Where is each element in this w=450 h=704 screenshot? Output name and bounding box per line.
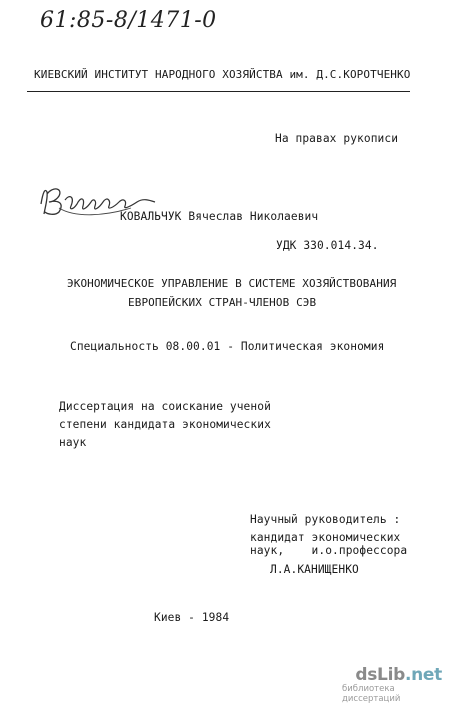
author-name: КОВАЛЬЧУК Вячеслав Николаевич [120,210,319,223]
title-line-2: ЕВРОПЕЙСКИХ СТРАН-ЧЛЕНОВ СЭВ [128,296,317,309]
dissertation-line-2: степени кандидата экономических [59,418,271,431]
place-year: Киев - 1984 [154,611,230,624]
specialty: Специальность 08.00.01 - Политическая экономия [70,340,385,353]
watermark [342,665,442,704]
archive-number: 61:85-8/1471-0 [40,8,217,33]
manuscript-rights: На правах рукописи [275,132,399,145]
header-rule [27,91,410,92]
supervisor-degree: кандидат экономических [250,531,401,544]
udc-code: УДК 330.014.34. [276,239,379,252]
watermark-logo: dsLib.net [355,665,442,685]
supervisor-heading: Научный руководитель : [250,513,401,526]
dissertation-line-3: наук [59,436,87,449]
institute-name: КИЕВСКИЙ ИНСТИТУТ НАРОДНОГО ХОЗЯЙСТВА им. Д.С.КОРОТЧЕНКО [34,68,411,81]
dissertation-line-1: Диссертация на соискание ученой [59,400,271,413]
title-line-1: ЭКОНОМИЧЕСКОЕ УПРАВЛЕНИЕ В СИСТЕМЕ ХОЗЯЙСТВОВАНИЯ [67,277,397,290]
supervisor-name: Л.А.КАНИЩЕНКО [270,563,359,576]
watermark-caption: библиотека диссертаций [342,684,401,704]
supervisor-title: наук, и.о.профессора [250,544,408,557]
